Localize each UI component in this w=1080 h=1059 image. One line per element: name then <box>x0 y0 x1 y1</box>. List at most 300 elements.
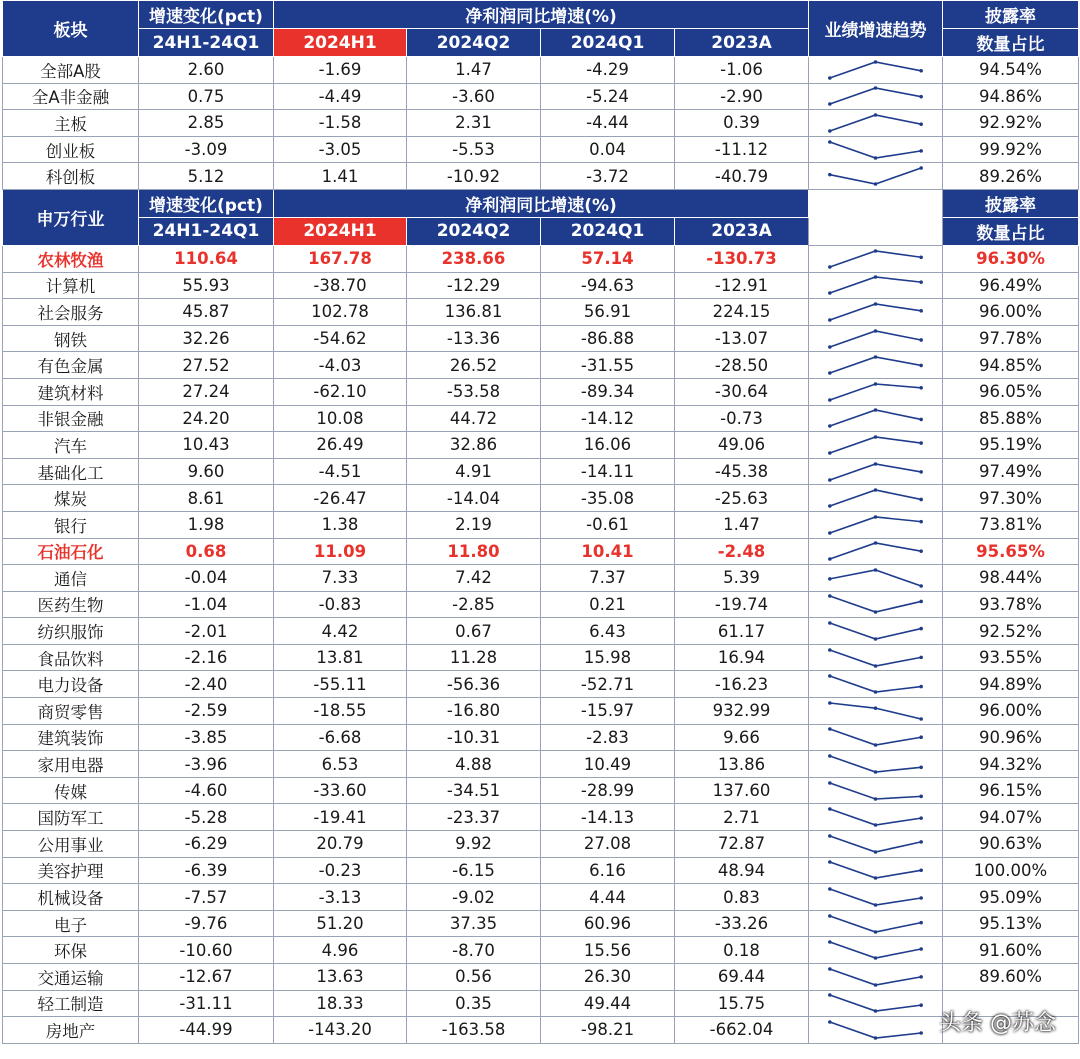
cell-a23: -1.06 <box>675 57 809 84</box>
sparkline-line <box>830 650 921 666</box>
industry-row <box>3 884 1079 911</box>
cell-ratio: 97.30% <box>943 485 1079 512</box>
cell-q2: -12.29 <box>407 272 541 299</box>
sparkline-point <box>874 706 878 710</box>
cell-q1: -35.08 <box>541 485 675 512</box>
cell-q1: -14.11 <box>541 458 675 485</box>
cell-diff: 10.43 <box>139 432 274 459</box>
sparkline-point <box>874 60 878 64</box>
trend-sparkline <box>809 565 943 592</box>
cell-name: 国防军工 <box>3 804 139 831</box>
board-row <box>3 136 1079 163</box>
cell-h1: -1.58 <box>274 110 407 137</box>
cell-h1: 11.09 <box>274 538 407 565</box>
cell-h1: 13.81 <box>274 644 407 671</box>
cell-ratio: 96.30% <box>943 245 1079 272</box>
cell-q2: 37.35 <box>407 910 541 937</box>
trend-sparkline <box>809 884 943 911</box>
trend-sparkline <box>809 910 943 937</box>
trend-sparkline <box>809 777 943 804</box>
sparkline-point <box>919 975 923 979</box>
sparkline-point <box>828 807 832 811</box>
sparkline-point <box>874 488 878 492</box>
sparkline-point <box>828 173 832 177</box>
header-count-ratio: 数量占比 <box>943 29 1079 57</box>
sparkline-point <box>919 685 923 689</box>
sparkline-point <box>828 674 832 678</box>
cell-ratio: 96.49% <box>943 272 1079 299</box>
cell-q2: 0.35 <box>407 990 541 1017</box>
cell-name: 家用电器 <box>3 751 139 778</box>
trend-sparkline <box>809 245 943 272</box>
cell-name: 轻工制造 <box>3 990 139 1017</box>
cell-q2: 1.47 <box>407 57 541 84</box>
sparkline-line <box>830 995 921 1011</box>
sparkline-point <box>874 850 878 854</box>
industry-row <box>3 937 1079 964</box>
sparkline-point <box>874 382 878 386</box>
cell-a23: -662.04 <box>675 1017 809 1044</box>
sparkline-point <box>874 956 878 960</box>
sparkline-point <box>919 840 923 844</box>
cell-ratio: 94.86% <box>943 83 1079 110</box>
cell-ratio: 92.52% <box>943 618 1079 645</box>
cell-h1: 102.78 <box>274 299 407 326</box>
industry-row <box>3 511 1079 538</box>
cell-name: 非银金融 <box>3 405 139 432</box>
cell-q1: 49.44 <box>541 990 675 1017</box>
cell-a23: 61.17 <box>675 618 809 645</box>
industry-row <box>3 565 1079 592</box>
cell-name: 交通运输 <box>3 964 139 991</box>
header-industry: 申万行业 <box>3 189 139 245</box>
header-2024h1: 2024H1 <box>274 217 407 245</box>
cell-name: 房地产 <box>3 1017 139 1044</box>
sparkline-point <box>919 95 923 99</box>
cell-diff: -5.28 <box>139 804 274 831</box>
sparkline-point <box>919 255 923 259</box>
cell-a23: 13.86 <box>675 751 809 778</box>
cell-a23: -33.26 <box>675 910 809 937</box>
cell-q2: 2.19 <box>407 511 541 538</box>
industry-row <box>3 325 1079 352</box>
cell-q2: 26.52 <box>407 352 541 379</box>
sparkline-point <box>874 983 878 987</box>
trend-sparkline <box>809 990 943 1017</box>
sparkline-point <box>828 595 832 599</box>
sparkline-point <box>919 869 923 873</box>
sparkline-line <box>830 543 921 559</box>
sparkline-line <box>830 251 921 267</box>
cell-name: 公用事业 <box>3 831 139 858</box>
industry-row <box>3 644 1079 671</box>
cell-q1: -31.55 <box>541 352 675 379</box>
header-disclosure: 披露率 <box>943 1 1079 29</box>
sparkline-point <box>874 156 878 160</box>
cell-h1: -4.03 <box>274 352 407 379</box>
sparkline-point <box>919 766 923 770</box>
cell-diff: -4.60 <box>139 777 274 804</box>
cell-q2: 4.88 <box>407 751 541 778</box>
cell-q2: -10.92 <box>407 163 541 190</box>
sparkline-point <box>919 309 923 313</box>
cell-a23: -130.73 <box>675 245 809 272</box>
sparkline-line <box>830 517 921 533</box>
header-disclosure: 披露率 <box>943 189 1079 217</box>
sparkline-line <box>830 277 921 293</box>
cell-diff: 2.60 <box>139 57 274 84</box>
cell-a23: 932.99 <box>675 698 809 725</box>
cell-q1: 26.30 <box>541 964 675 991</box>
industry-row <box>3 485 1079 512</box>
cell-a23: -25.63 <box>675 485 809 512</box>
cell-q1: 0.04 <box>541 136 675 163</box>
sparkline-point <box>919 627 923 631</box>
sparkline-point <box>919 470 923 474</box>
header-count-ratio: 数量占比 <box>943 217 1079 245</box>
sparkline-line <box>830 676 921 692</box>
header-row-1 <box>3 1 1079 29</box>
sparkline-point <box>919 69 923 73</box>
cell-h1: 13.63 <box>274 964 407 991</box>
cell-name: 基础化工 <box>3 458 139 485</box>
sparkline-point <box>874 329 878 333</box>
sparkline-point <box>874 664 878 668</box>
sparkline-point <box>874 690 878 694</box>
header-2024q1: 2024Q1 <box>541 217 675 245</box>
earnings-table <box>2 0 1079 1044</box>
cell-diff: 24.20 <box>139 405 274 432</box>
board-row <box>3 83 1079 110</box>
sparkline-point <box>828 994 832 998</box>
cell-diff: -6.39 <box>139 857 274 884</box>
header-2024q2: 2024Q2 <box>407 217 541 245</box>
sparkline-point <box>828 425 832 429</box>
sparkline-line <box>830 357 921 373</box>
sparkline-line <box>830 142 921 158</box>
sparkline-point <box>874 87 878 91</box>
industry-row <box>3 432 1079 459</box>
sparkline-point <box>828 292 832 296</box>
sparkline-point <box>919 550 923 554</box>
sparkline-point <box>874 355 878 359</box>
cell-q1: 16.06 <box>541 432 675 459</box>
industry-row <box>3 591 1079 618</box>
cell-h1: -4.49 <box>274 83 407 110</box>
sparkline-point <box>828 129 832 133</box>
industry-row <box>3 910 1079 937</box>
cell-a23: 15.75 <box>675 990 809 1017</box>
sparkline-point <box>919 600 923 604</box>
sparkline-point <box>919 338 923 342</box>
cell-name: 有色金属 <box>3 352 139 379</box>
cell-diff: -6.29 <box>139 831 274 858</box>
cell-name: 商贸零售 <box>3 698 139 725</box>
trend-sparkline <box>809 1017 943 1044</box>
cell-diff: -1.04 <box>139 591 274 618</box>
cell-a23: 48.94 <box>675 857 809 884</box>
cell-q2: -16.80 <box>407 698 541 725</box>
cell-a23: -2.90 <box>675 83 809 110</box>
sparkline-point <box>874 611 878 615</box>
sparkline-point <box>828 781 832 785</box>
header-np-growth: 净利润同比增速(%) <box>274 189 809 217</box>
sparkline-point <box>919 920 923 924</box>
sparkline-point <box>828 1020 832 1024</box>
sparkline-point <box>828 621 832 625</box>
cell-name: 电子 <box>3 910 139 937</box>
cell-diff: 55.93 <box>139 272 274 299</box>
sparkline-point <box>919 441 923 445</box>
cell-diff: 0.75 <box>139 83 274 110</box>
cell-q2: 0.56 <box>407 964 541 991</box>
cell-name: 科创板 <box>3 163 139 190</box>
cell-h1: 4.96 <box>274 937 407 964</box>
sparkline-point <box>919 717 923 721</box>
cell-q2: 44.72 <box>407 405 541 432</box>
cell-q2: -56.36 <box>407 671 541 698</box>
cell-name: 石油石化 <box>3 538 139 565</box>
sparkline-point <box>919 584 923 588</box>
cell-ratio: 94.89% <box>943 671 1079 698</box>
trend-sparkline <box>809 378 943 405</box>
trend-sparkline <box>809 671 943 698</box>
sparkline-line <box>830 304 921 320</box>
cell-a23: 16.94 <box>675 644 809 671</box>
sparkline-point <box>919 655 923 659</box>
cell-q1: -86.88 <box>541 325 675 352</box>
trend-sparkline <box>809 644 943 671</box>
cell-h1: -6.68 <box>274 724 407 751</box>
cell-q1: 4.44 <box>541 884 675 911</box>
sparkline-line <box>830 115 921 131</box>
cell-diff: -9.76 <box>139 910 274 937</box>
cell-q1: -5.24 <box>541 83 675 110</box>
sparkline-point <box>874 409 878 413</box>
industry-row <box>3 272 1079 299</box>
cell-q2: -23.37 <box>407 804 541 831</box>
cell-a23: 1.47 <box>675 511 809 538</box>
trend-sparkline <box>809 432 943 459</box>
industry-row <box>3 724 1079 751</box>
cell-q1: 7.37 <box>541 565 675 592</box>
sparkline-point <box>874 797 878 801</box>
industry-row <box>3 618 1079 645</box>
sparkline-point <box>874 823 878 827</box>
sparkline-line <box>830 942 921 958</box>
sparkline-point <box>874 637 878 641</box>
cell-diff: -2.16 <box>139 644 274 671</box>
cell-name: 计算机 <box>3 272 139 299</box>
sparkline-point <box>919 122 923 126</box>
cell-name: 银行 <box>3 511 139 538</box>
cell-q2: -163.58 <box>407 1017 541 1044</box>
sparkline-point <box>874 770 878 774</box>
header-2024h1: 2024H1 <box>274 29 407 57</box>
cell-a23: -28.50 <box>675 352 809 379</box>
cell-a23: 0.39 <box>675 110 809 137</box>
sparkline-point <box>874 515 878 519</box>
industry-row <box>3 1017 1079 1044</box>
cell-q2: -53.58 <box>407 378 541 405</box>
sparkline-point <box>828 887 832 891</box>
sparkline-point <box>828 478 832 482</box>
sparkline-point <box>828 701 832 705</box>
cell-ratio: 94.32% <box>943 751 1079 778</box>
cell-q1: -2.83 <box>541 724 675 751</box>
cell-q2: -34.51 <box>407 777 541 804</box>
sparkline-point <box>919 794 923 798</box>
sparkline-point <box>919 947 923 951</box>
sparkline-line <box>830 783 921 799</box>
cell-q2: -13.36 <box>407 325 541 352</box>
sparkline-point <box>874 435 878 439</box>
industry-row <box>3 405 1079 432</box>
cell-q1: 15.56 <box>541 937 675 964</box>
sparkline-point <box>874 903 878 907</box>
cell-q2: 7.42 <box>407 565 541 592</box>
trend-sparkline <box>809 511 943 538</box>
sparkline-line <box>830 623 921 639</box>
cell-ratio: 96.00% <box>943 698 1079 725</box>
cell-q2: 0.67 <box>407 618 541 645</box>
sparkline-line <box>830 836 921 852</box>
sparkline-point <box>919 520 923 524</box>
cell-diff: -3.09 <box>139 136 274 163</box>
trend-sparkline <box>809 618 943 645</box>
header-block: 板块 <box>3 1 139 57</box>
cell-q1: 6.43 <box>541 618 675 645</box>
sparkline-point <box>874 877 878 881</box>
header-2024q1: 2024Q1 <box>541 29 675 57</box>
cell-diff: 8.61 <box>139 485 274 512</box>
cell-q2: 4.91 <box>407 458 541 485</box>
trend-sparkline <box>809 724 943 751</box>
cell-q1: -15.97 <box>541 698 675 725</box>
cell-q2: -3.60 <box>407 83 541 110</box>
cell-q2: 2.31 <box>407 110 541 137</box>
cell-q1: 57.14 <box>541 245 675 272</box>
cell-ratio: 98.44% <box>943 565 1079 592</box>
industry-row <box>3 671 1079 698</box>
cell-q2: 11.28 <box>407 644 541 671</box>
trend-sparkline <box>809 751 943 778</box>
cell-q1: -14.12 <box>541 405 675 432</box>
cell-a23: 5.39 <box>675 565 809 592</box>
sparkline-point <box>919 149 923 153</box>
cell-q2: -2.85 <box>407 591 541 618</box>
cell-name: 钢铁 <box>3 325 139 352</box>
sparkline-line <box>830 596 921 612</box>
cell-q1: -98.21 <box>541 1017 675 1044</box>
header-2024q2: 2024Q2 <box>407 29 541 57</box>
cell-name: 环保 <box>3 937 139 964</box>
sparkline-point <box>828 967 832 971</box>
industry-row <box>3 857 1079 884</box>
sparkline-point <box>828 940 832 944</box>
sparkline-point <box>874 302 878 306</box>
cell-ratio: 99.92% <box>943 136 1079 163</box>
sparkline-point <box>828 398 832 402</box>
cell-diff: -2.40 <box>139 671 274 698</box>
cell-a23: 2.71 <box>675 804 809 831</box>
cell-diff: -10.60 <box>139 937 274 964</box>
cell-a23: 72.87 <box>675 831 809 858</box>
cell-diff: -31.11 <box>139 990 274 1017</box>
header-2023a: 2023A <box>675 29 809 57</box>
cell-ratio: 90.96% <box>943 724 1079 751</box>
sparkline-point <box>874 541 878 545</box>
cell-ratio: 89.26% <box>943 163 1079 190</box>
industry-row <box>3 299 1079 326</box>
cell-name: 全部A股 <box>3 57 139 84</box>
cell-ratio: 96.00% <box>943 299 1079 326</box>
cell-diff: -0.04 <box>139 565 274 592</box>
cell-ratio: 95.19% <box>943 432 1079 459</box>
cell-h1: 1.41 <box>274 163 407 190</box>
cell-name: 汽车 <box>3 432 139 459</box>
cell-q2: -10.31 <box>407 724 541 751</box>
cell-a23: 0.83 <box>675 884 809 911</box>
sparkline-point <box>874 930 878 934</box>
cell-q1: 10.49 <box>541 751 675 778</box>
cell-q1: 15.98 <box>541 644 675 671</box>
cell-diff: 110.64 <box>139 245 274 272</box>
cell-h1: -3.13 <box>274 884 407 911</box>
sparkline-point <box>828 265 832 269</box>
cell-h1: -3.05 <box>274 136 407 163</box>
sparkline-point <box>919 817 923 821</box>
cell-name: 建筑装饰 <box>3 724 139 751</box>
trend-sparkline <box>809 57 943 84</box>
cell-q2: -6.15 <box>407 857 541 884</box>
cell-q1: 56.91 <box>541 299 675 326</box>
cell-a23: 9.66 <box>675 724 809 751</box>
sparkline-point <box>828 345 832 349</box>
cell-q1: -3.72 <box>541 163 675 190</box>
cell-name: 美容护理 <box>3 857 139 884</box>
sparkline-point <box>874 568 878 572</box>
sparkline-line <box>830 331 921 347</box>
sparkline-line <box>830 168 921 184</box>
trend-sparkline <box>809 83 943 110</box>
cell-ratio: 73.81% <box>943 511 1079 538</box>
cell-h1: -26.47 <box>274 485 407 512</box>
cell-ratio: 95.09% <box>943 884 1079 911</box>
sparkline-point <box>828 504 832 508</box>
cell-h1: 1.38 <box>274 511 407 538</box>
cell-diff: -12.67 <box>139 964 274 991</box>
cell-diff: 0.68 <box>139 538 274 565</box>
cell-a23: -45.38 <box>675 458 809 485</box>
cell-h1: -33.60 <box>274 777 407 804</box>
cell-name: 农林牧渔 <box>3 245 139 272</box>
cell-h1: -1.69 <box>274 57 407 84</box>
cell-q1: 27.08 <box>541 831 675 858</box>
cell-ratio: 94.85% <box>943 352 1079 379</box>
industry-header-row-1 <box>3 189 1079 217</box>
sparkline-line <box>830 756 921 772</box>
sparkline-point <box>874 744 878 748</box>
sparkline-line <box>830 88 921 104</box>
sparkline-point <box>828 728 832 732</box>
cell-h1: -62.10 <box>274 378 407 405</box>
sparkline-point <box>828 861 832 865</box>
sparkline-line <box>830 570 921 586</box>
cell-ratio: 85.88% <box>943 405 1079 432</box>
trend-sparkline <box>809 352 943 379</box>
cell-name: 纺织服饰 <box>3 618 139 645</box>
